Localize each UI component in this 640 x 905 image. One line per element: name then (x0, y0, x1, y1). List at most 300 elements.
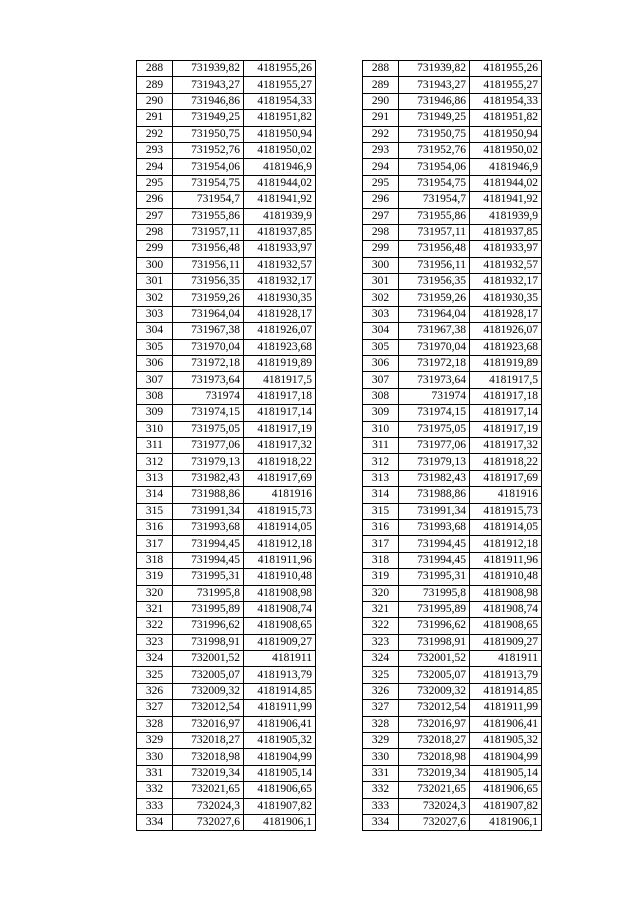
table-row (363, 798, 542, 814)
table-row (137, 339, 316, 355)
y-coordinate-cell: 4181906,41 (470, 716, 542, 732)
y-coordinate-cell: 4181918,22 (244, 454, 316, 470)
y-coordinate-cell: 4181914,85 (244, 683, 316, 699)
point-number-cell: 303 (137, 306, 173, 322)
table-row (137, 142, 316, 158)
table-row (137, 290, 316, 306)
point-number-cell: 327 (363, 700, 399, 716)
point-number-cell: 334 (363, 814, 399, 830)
point-number-cell: 296 (363, 192, 399, 208)
table-row (363, 667, 542, 683)
point-number-cell: 289 (363, 77, 399, 93)
point-number-cell: 311 (137, 437, 173, 453)
y-coordinate-cell: 4181906,1 (470, 814, 542, 830)
y-coordinate-cell: 4181908,98 (244, 585, 316, 601)
x-coordinate-cell: 731955,86 (399, 208, 470, 224)
table-row (137, 175, 316, 191)
point-number-cell: 330 (137, 749, 173, 765)
table-row (363, 142, 542, 158)
table-row (363, 323, 542, 339)
y-coordinate-cell: 4181911 (470, 651, 542, 667)
x-coordinate-cell: 731939,82 (399, 61, 470, 77)
y-coordinate-cell: 4181955,27 (470, 77, 542, 93)
table-row (137, 323, 316, 339)
x-coordinate-cell: 731982,43 (173, 470, 244, 486)
x-coordinate-cell: 731993,68 (173, 519, 244, 535)
table-row (363, 782, 542, 798)
y-coordinate-cell: 4181906,65 (244, 782, 316, 798)
table-row (363, 241, 542, 257)
x-coordinate-cell: 732021,65 (173, 782, 244, 798)
table-row (137, 814, 316, 830)
coordinate-table-left (136, 60, 316, 831)
x-coordinate-cell: 731943,27 (173, 77, 244, 93)
table-row (363, 454, 542, 470)
table-row (137, 257, 316, 273)
x-coordinate-cell: 731970,04 (399, 339, 470, 355)
point-number-cell: 328 (363, 716, 399, 732)
x-coordinate-cell: 731977,06 (399, 437, 470, 453)
y-coordinate-cell: 4181904,99 (244, 749, 316, 765)
x-coordinate-cell: 731974,15 (173, 405, 244, 421)
point-number-cell: 332 (363, 782, 399, 798)
y-coordinate-cell: 4181904,99 (470, 749, 542, 765)
table-row (363, 814, 542, 830)
x-coordinate-cell: 732012,54 (399, 700, 470, 716)
point-number-cell: 289 (137, 77, 173, 93)
y-coordinate-cell: 4181913,79 (470, 667, 542, 683)
y-coordinate-cell: 4181928,17 (244, 306, 316, 322)
table-row (363, 306, 542, 322)
x-coordinate-cell: 732019,34 (173, 765, 244, 781)
point-number-cell: 316 (363, 519, 399, 535)
y-coordinate-cell: 4181911 (244, 651, 316, 667)
table-row (137, 601, 316, 617)
table-row (137, 192, 316, 208)
x-coordinate-cell: 731952,76 (173, 142, 244, 158)
y-coordinate-cell: 4181932,17 (470, 274, 542, 290)
point-number-cell: 310 (137, 421, 173, 437)
x-coordinate-cell: 731955,86 (173, 208, 244, 224)
x-coordinate-cell: 731974 (173, 388, 244, 404)
x-coordinate-cell: 731975,05 (399, 421, 470, 437)
table-row (363, 192, 542, 208)
y-coordinate-cell: 4181955,26 (244, 61, 316, 77)
table-row (363, 159, 542, 175)
table-row (363, 470, 542, 486)
x-coordinate-cell: 732021,65 (399, 782, 470, 798)
table-row (363, 110, 542, 126)
point-number-cell: 328 (137, 716, 173, 732)
table-row (363, 765, 542, 781)
y-coordinate-cell: 4181937,85 (470, 224, 542, 240)
x-coordinate-cell: 731994,45 (173, 552, 244, 568)
point-number-cell: 292 (137, 126, 173, 142)
table-row (363, 257, 542, 273)
point-number-cell: 290 (137, 93, 173, 109)
table-row (137, 519, 316, 535)
table-row (363, 683, 542, 699)
table-row (137, 487, 316, 503)
point-number-cell: 317 (363, 536, 399, 552)
point-number-cell: 302 (363, 290, 399, 306)
x-coordinate-cell: 731954,75 (399, 175, 470, 191)
point-number-cell: 314 (363, 487, 399, 503)
x-coordinate-cell: 732027,6 (399, 814, 470, 830)
x-coordinate-cell: 732005,07 (399, 667, 470, 683)
point-number-cell: 296 (137, 192, 173, 208)
point-number-cell: 323 (137, 634, 173, 650)
point-number-cell: 293 (137, 142, 173, 158)
y-coordinate-cell: 4181912,18 (244, 536, 316, 552)
point-number-cell: 300 (363, 257, 399, 273)
point-number-cell: 297 (137, 208, 173, 224)
point-number-cell: 310 (363, 421, 399, 437)
table-row (363, 618, 542, 634)
table-row (137, 700, 316, 716)
x-coordinate-cell: 731956,11 (399, 257, 470, 273)
y-coordinate-cell: 4181919,89 (244, 356, 316, 372)
point-number-cell: 327 (137, 700, 173, 716)
table-row (137, 798, 316, 814)
x-coordinate-cell: 731998,91 (173, 634, 244, 650)
y-coordinate-cell: 4181908,74 (244, 601, 316, 617)
x-coordinate-cell: 732024,3 (173, 798, 244, 814)
x-coordinate-cell: 731956,35 (399, 274, 470, 290)
x-coordinate-cell: 731974,15 (399, 405, 470, 421)
x-coordinate-cell: 731995,31 (173, 569, 244, 585)
x-coordinate-cell: 732012,54 (173, 700, 244, 716)
point-number-cell: 321 (363, 601, 399, 617)
table-row (137, 61, 316, 77)
table-row (363, 601, 542, 617)
y-coordinate-cell: 4181928,17 (470, 306, 542, 322)
x-coordinate-cell: 731956,48 (173, 241, 244, 257)
table-row (363, 93, 542, 109)
point-number-cell: 303 (363, 306, 399, 322)
x-coordinate-cell: 731994,45 (399, 552, 470, 568)
table-row (137, 454, 316, 470)
y-coordinate-cell: 4181930,35 (470, 290, 542, 306)
point-number-cell: 322 (363, 618, 399, 634)
table-row (137, 651, 316, 667)
y-coordinate-cell: 4181919,89 (470, 356, 542, 372)
y-coordinate-cell: 4181906,65 (470, 782, 542, 798)
x-coordinate-cell: 731995,8 (399, 585, 470, 601)
y-coordinate-cell: 4181946,9 (470, 159, 542, 175)
point-number-cell: 311 (363, 437, 399, 453)
x-coordinate-cell: 731970,04 (173, 339, 244, 355)
table-row (137, 765, 316, 781)
x-coordinate-cell: 731998,91 (399, 634, 470, 650)
y-coordinate-cell: 4181939,9 (244, 208, 316, 224)
y-coordinate-cell: 4181933,97 (470, 241, 542, 257)
point-number-cell: 332 (137, 782, 173, 798)
table-row (137, 667, 316, 683)
table-row (137, 552, 316, 568)
x-coordinate-cell: 731972,18 (173, 356, 244, 372)
y-coordinate-cell: 4181932,57 (470, 257, 542, 273)
table-row (363, 421, 542, 437)
y-coordinate-cell: 4181923,68 (470, 339, 542, 355)
y-coordinate-cell: 4181915,73 (244, 503, 316, 519)
table-row (137, 241, 316, 257)
x-coordinate-cell: 731995,89 (173, 601, 244, 617)
table-row (137, 716, 316, 732)
point-number-cell: 305 (363, 339, 399, 355)
y-coordinate-cell: 4181905,14 (470, 765, 542, 781)
x-coordinate-cell: 731979,13 (173, 454, 244, 470)
y-coordinate-cell: 4181917,69 (244, 470, 316, 486)
y-coordinate-cell: 4181906,1 (244, 814, 316, 830)
y-coordinate-cell: 4181914,05 (244, 519, 316, 535)
table-row (363, 536, 542, 552)
point-number-cell: 309 (363, 405, 399, 421)
table-row (363, 519, 542, 535)
x-coordinate-cell: 732001,52 (173, 651, 244, 667)
table-row (137, 274, 316, 290)
x-coordinate-cell: 732018,27 (173, 733, 244, 749)
x-coordinate-cell: 731982,43 (399, 470, 470, 486)
y-coordinate-cell: 4181917,5 (244, 372, 316, 388)
point-number-cell: 325 (137, 667, 173, 683)
coordinate-table-right-body (363, 61, 542, 831)
x-coordinate-cell: 732024,3 (399, 798, 470, 814)
table-row (363, 437, 542, 453)
point-number-cell: 297 (363, 208, 399, 224)
point-number-cell: 307 (137, 372, 173, 388)
y-coordinate-cell: 4181954,33 (470, 93, 542, 109)
x-coordinate-cell: 731946,86 (399, 93, 470, 109)
point-number-cell: 333 (137, 798, 173, 814)
x-coordinate-cell: 731991,34 (399, 503, 470, 519)
point-number-cell: 301 (137, 274, 173, 290)
point-number-cell: 290 (363, 93, 399, 109)
point-number-cell: 313 (137, 470, 173, 486)
y-coordinate-cell: 4181955,26 (470, 61, 542, 77)
x-coordinate-cell: 731993,68 (399, 519, 470, 535)
table-row (363, 77, 542, 93)
x-coordinate-cell: 731974 (399, 388, 470, 404)
point-number-cell: 320 (137, 585, 173, 601)
y-coordinate-cell: 4181905,32 (470, 733, 542, 749)
x-coordinate-cell: 731950,75 (399, 126, 470, 142)
x-coordinate-cell: 732019,34 (399, 765, 470, 781)
point-number-cell: 295 (363, 175, 399, 191)
y-coordinate-cell: 4181914,05 (470, 519, 542, 535)
y-coordinate-cell: 4181911,99 (244, 700, 316, 716)
point-number-cell: 313 (363, 470, 399, 486)
x-coordinate-cell: 731946,86 (173, 93, 244, 109)
x-coordinate-cell: 731957,11 (399, 224, 470, 240)
x-coordinate-cell: 731939,82 (173, 61, 244, 77)
x-coordinate-cell: 732027,6 (173, 814, 244, 830)
table-row (363, 290, 542, 306)
y-coordinate-cell: 4181908,65 (244, 618, 316, 634)
point-number-cell: 291 (363, 110, 399, 126)
point-number-cell: 317 (137, 536, 173, 552)
table-row (137, 749, 316, 765)
y-coordinate-cell: 4181916 (244, 487, 316, 503)
table-row (363, 126, 542, 142)
y-coordinate-cell: 4181912,18 (470, 536, 542, 552)
table-row (137, 683, 316, 699)
coordinate-table-right (362, 60, 542, 831)
table-row (363, 224, 542, 240)
point-number-cell: 292 (363, 126, 399, 142)
y-coordinate-cell: 4181917,19 (244, 421, 316, 437)
x-coordinate-cell: 732016,97 (173, 716, 244, 732)
table-row (363, 585, 542, 601)
y-coordinate-cell: 4181910,48 (244, 569, 316, 585)
y-coordinate-cell: 4181955,27 (244, 77, 316, 93)
y-coordinate-cell: 4181917,14 (470, 405, 542, 421)
point-number-cell: 298 (137, 224, 173, 240)
y-coordinate-cell: 4181917,18 (470, 388, 542, 404)
y-coordinate-cell: 4181908,74 (470, 601, 542, 617)
y-coordinate-cell: 4181911,99 (470, 700, 542, 716)
point-number-cell: 329 (363, 733, 399, 749)
point-number-cell: 308 (137, 388, 173, 404)
x-coordinate-cell: 731972,18 (399, 356, 470, 372)
x-coordinate-cell: 731952,76 (399, 142, 470, 158)
table-row (137, 126, 316, 142)
table-row (363, 388, 542, 404)
x-coordinate-cell: 731994,45 (399, 536, 470, 552)
point-number-cell: 293 (363, 142, 399, 158)
x-coordinate-cell: 731956,48 (399, 241, 470, 257)
x-coordinate-cell: 731954,06 (399, 159, 470, 175)
y-coordinate-cell: 4181909,27 (244, 634, 316, 650)
point-number-cell: 319 (137, 569, 173, 585)
x-coordinate-cell: 731975,05 (173, 421, 244, 437)
point-number-cell: 312 (363, 454, 399, 470)
x-coordinate-cell: 731995,31 (399, 569, 470, 585)
point-number-cell: 291 (137, 110, 173, 126)
table-row (363, 61, 542, 77)
table-row (137, 77, 316, 93)
x-coordinate-cell: 732018,98 (399, 749, 470, 765)
point-number-cell: 330 (363, 749, 399, 765)
point-number-cell: 325 (363, 667, 399, 683)
table-row (363, 274, 542, 290)
table-row (137, 306, 316, 322)
point-number-cell: 301 (363, 274, 399, 290)
x-coordinate-cell: 731988,86 (399, 487, 470, 503)
table-row (137, 503, 316, 519)
y-coordinate-cell: 4181926,07 (244, 323, 316, 339)
x-coordinate-cell: 731949,25 (399, 110, 470, 126)
table-row (137, 536, 316, 552)
table-row (363, 716, 542, 732)
table-row (363, 651, 542, 667)
x-coordinate-cell: 731973,64 (173, 372, 244, 388)
x-coordinate-cell: 731954,7 (173, 192, 244, 208)
table-row (363, 749, 542, 765)
y-coordinate-cell: 4181944,02 (470, 175, 542, 191)
x-coordinate-cell: 731943,27 (399, 77, 470, 93)
table-row (137, 208, 316, 224)
y-coordinate-cell: 4181910,48 (470, 569, 542, 585)
table-row (137, 782, 316, 798)
table-row (363, 356, 542, 372)
y-coordinate-cell: 4181905,14 (244, 765, 316, 781)
table-row (363, 700, 542, 716)
y-coordinate-cell: 4181917,18 (244, 388, 316, 404)
point-number-cell: 321 (137, 601, 173, 617)
y-coordinate-cell: 4181907,82 (470, 798, 542, 814)
point-number-cell: 323 (363, 634, 399, 650)
table-row (363, 372, 542, 388)
y-coordinate-cell: 4181941,92 (244, 192, 316, 208)
point-number-cell: 322 (137, 618, 173, 634)
point-number-cell: 300 (137, 257, 173, 273)
x-coordinate-cell: 731957,11 (173, 224, 244, 240)
table-row (137, 356, 316, 372)
y-coordinate-cell: 4181930,35 (244, 290, 316, 306)
point-number-cell: 320 (363, 585, 399, 601)
point-number-cell: 288 (137, 61, 173, 77)
table-row (137, 585, 316, 601)
x-coordinate-cell: 731959,26 (399, 290, 470, 306)
y-coordinate-cell: 4181950,94 (244, 126, 316, 142)
x-coordinate-cell: 732001,52 (399, 651, 470, 667)
y-coordinate-cell: 4181917,19 (470, 421, 542, 437)
y-coordinate-cell: 4181908,98 (470, 585, 542, 601)
table-row (363, 405, 542, 421)
x-coordinate-cell: 731949,25 (173, 110, 244, 126)
y-coordinate-cell: 4181951,82 (470, 110, 542, 126)
table-row (137, 634, 316, 650)
y-coordinate-cell: 4181916 (470, 487, 542, 503)
point-number-cell: 318 (137, 552, 173, 568)
x-coordinate-cell: 731994,45 (173, 536, 244, 552)
y-coordinate-cell: 4181946,9 (244, 159, 316, 175)
point-number-cell: 329 (137, 733, 173, 749)
point-number-cell: 324 (137, 651, 173, 667)
table-row (137, 470, 316, 486)
table-row (363, 634, 542, 650)
y-coordinate-cell: 4181917,14 (244, 405, 316, 421)
y-coordinate-cell: 4181951,82 (244, 110, 316, 126)
x-coordinate-cell: 731973,64 (399, 372, 470, 388)
y-coordinate-cell: 4181917,69 (470, 470, 542, 486)
table-row (363, 339, 542, 355)
y-coordinate-cell: 4181944,02 (244, 175, 316, 191)
x-coordinate-cell: 731950,75 (173, 126, 244, 142)
point-number-cell: 309 (137, 405, 173, 421)
point-number-cell: 334 (137, 814, 173, 830)
x-coordinate-cell: 732018,27 (399, 733, 470, 749)
point-number-cell: 312 (137, 454, 173, 470)
x-coordinate-cell: 731954,7 (399, 192, 470, 208)
coordinate-table-left-body (137, 61, 316, 831)
point-number-cell: 316 (137, 519, 173, 535)
point-number-cell: 298 (363, 224, 399, 240)
y-coordinate-cell: 4181905,32 (244, 733, 316, 749)
table-row (363, 175, 542, 191)
point-number-cell: 306 (363, 356, 399, 372)
y-coordinate-cell: 4181954,33 (244, 93, 316, 109)
point-number-cell: 299 (363, 241, 399, 257)
y-coordinate-cell: 4181950,94 (470, 126, 542, 142)
x-coordinate-cell: 731995,8 (173, 585, 244, 601)
x-coordinate-cell: 731954,75 (173, 175, 244, 191)
y-coordinate-cell: 4181911,96 (244, 552, 316, 568)
y-coordinate-cell: 4181932,17 (244, 274, 316, 290)
table-row (363, 487, 542, 503)
point-number-cell: 326 (363, 683, 399, 699)
